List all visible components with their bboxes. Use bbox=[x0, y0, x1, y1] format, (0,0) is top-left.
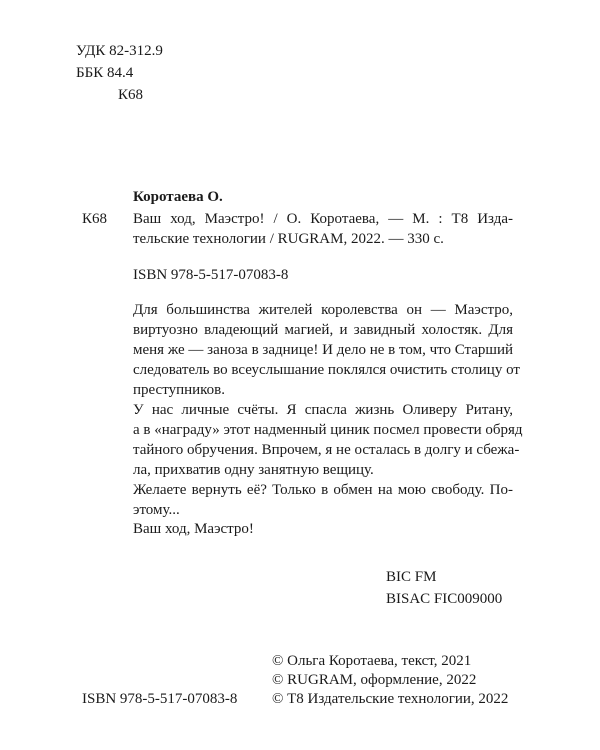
annotation-paragraph-3 bbox=[133, 480, 513, 520]
catalog-description-line: тельские технологии / RUGRAM, 2022. — 330 с. bbox=[133, 231, 444, 247]
annotation-line: преступников. bbox=[133, 382, 226, 398]
author-mark: К68 bbox=[118, 87, 144, 103]
annotation-line: следователь во всеуслышание поклялся очистить столицу от bbox=[133, 362, 520, 378]
annotation-line: У нас личные счёты. Я спасла жизнь Оливеру Ритану, bbox=[133, 402, 513, 418]
annotation-line: меня же — заноза в заднице! И дело не в том, что Старший bbox=[133, 342, 514, 358]
catalog-description bbox=[133, 209, 513, 249]
annotation-line: Желаете вернуть её? Только в обмен на мою свободу. По- bbox=[133, 482, 513, 498]
catalog-description-line: Ваш ход, Маэстро! / О. Коротаева, — М. : Т8 Издa- bbox=[133, 211, 513, 227]
copyright-author: © Ольга Коротаева, текст, 2021 bbox=[272, 653, 472, 669]
udk-code: УДК 82-312.9 bbox=[76, 43, 163, 59]
catalog-mark: К68 bbox=[82, 211, 108, 227]
copyright-design: © RUGRAM, оформление, 2022 bbox=[272, 672, 477, 688]
annotation-line: виртуозно владеющий магией, и завидный холостяк. Для bbox=[133, 322, 513, 338]
footer-isbn: ISBN 978-5-517-07083-8 bbox=[82, 691, 238, 707]
annotation-line: тайного обручения. Впрочем, я не осталась в долгу и сбежа- bbox=[133, 442, 520, 458]
catalog-isbn: ISBN 978-5-517-07083-8 bbox=[133, 267, 289, 283]
annotation-line: ла, прихватив одну занятную вещицу. bbox=[133, 462, 374, 478]
annotation-line: Для большинства жителей королевства он — Маэстро, bbox=[133, 302, 513, 318]
annotation-paragraph-1 bbox=[133, 300, 520, 400]
annotation-line: а в «награду» этот надменный циник посмел провести обряд bbox=[133, 422, 523, 438]
annotation-closing: Ваш ход, Маэстро! bbox=[133, 521, 254, 537]
author-heading: Коротаева О. bbox=[133, 189, 223, 205]
annotation-line: этому... bbox=[133, 502, 180, 518]
bbk-code: ББК 84.4 bbox=[76, 65, 134, 81]
bic-code: BIC FM bbox=[386, 569, 437, 585]
copyright-publisher: © Т8 Издательские технологии, 2022 bbox=[272, 691, 509, 707]
bisac-code: BISAC FIC009000 bbox=[386, 591, 503, 607]
annotation-paragraph-2 bbox=[133, 400, 523, 480]
